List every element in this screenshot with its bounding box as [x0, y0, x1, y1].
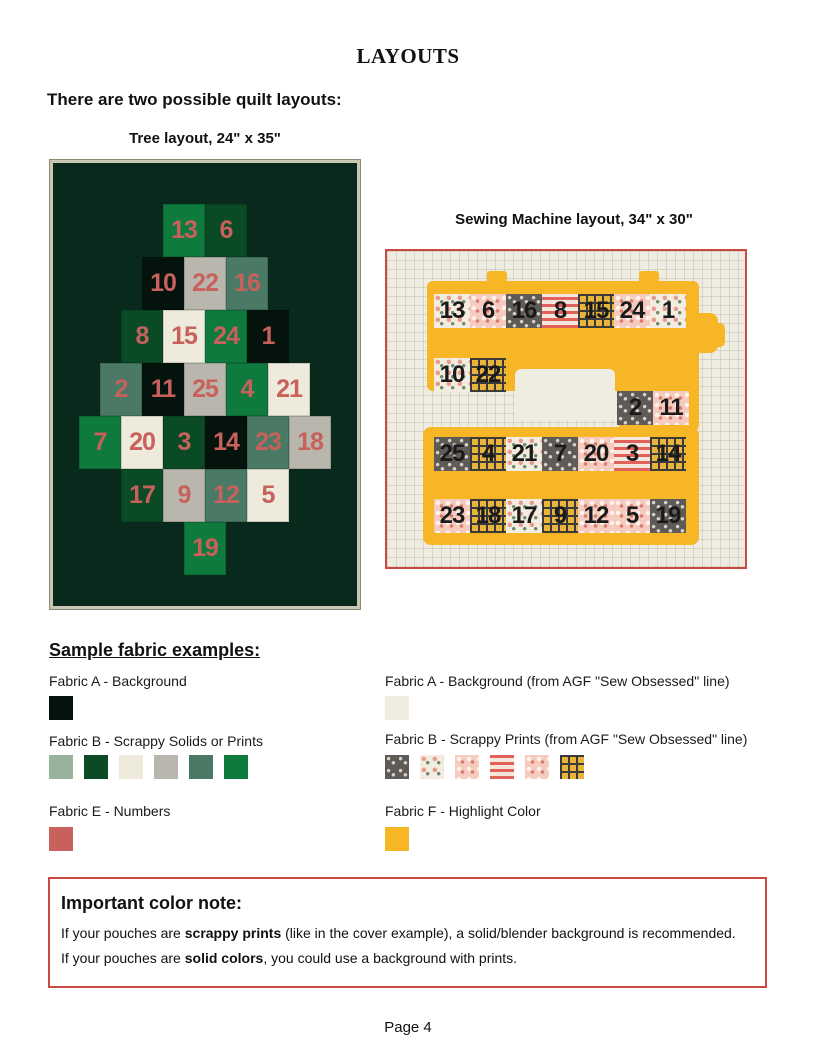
sewing-tile-20: 20 — [578, 437, 614, 471]
tree-tile-15: 15 — [163, 310, 205, 363]
sewing-machine-layout-quilt — [385, 249, 747, 569]
sewing-tile-12: 12 — [578, 499, 614, 533]
fabric-e-label: Fabric E - Numbers — [49, 803, 171, 819]
tree-tile-5: 5 — [247, 469, 289, 522]
tree-tile-2: 2 — [100, 363, 142, 416]
tree-tile-9: 9 — [163, 469, 205, 522]
sewing-tile-14: 14 — [650, 437, 686, 471]
tree-layout-quilt — [50, 160, 360, 609]
sewing-tile-15: 15 — [578, 294, 614, 328]
sewing-tile-25: 25 — [434, 437, 470, 471]
fabric-a-swatches-left — [49, 696, 349, 720]
sw-right-b-swatch-4 — [525, 755, 549, 779]
sewing-machine-layout-caption: Sewing Machine layout, 34" x 30" — [455, 211, 693, 228]
sw-left-b-swatch-5 — [224, 755, 248, 779]
tree-tile-12: 12 — [205, 469, 247, 522]
tree-tile-1: 1 — [247, 310, 289, 363]
tree-tile-23: 23 — [247, 416, 289, 469]
sw-right-b-swatch-2 — [455, 755, 479, 779]
sewing-tile-18: 18 — [470, 499, 506, 533]
tree-tile-11: 11 — [142, 363, 184, 416]
tree-tile-17: 17 — [121, 469, 163, 522]
sw-left-b-swatch-2 — [119, 755, 143, 779]
tree-tile-6: 6 — [205, 204, 247, 257]
sewing-tile-19: 19 — [650, 499, 686, 533]
fabric-b-swatches-left — [49, 755, 349, 779]
sw-left-a-swatch-0 — [49, 696, 73, 720]
tree-tile-21: 21 — [268, 363, 310, 416]
fabric-b-swatches-right — [385, 755, 685, 779]
sw-right-b-swatch-1 — [420, 755, 444, 779]
sw-right-b-swatch-5 — [560, 755, 584, 779]
note-line-1: If your pouches are scrappy prints (like in the cover example), a solid/blender background is recommended. — [61, 925, 736, 941]
machine-part-2 — [639, 271, 659, 287]
sw-left-e-swatch-0 — [49, 827, 73, 851]
sw-right-a-swatch-0 — [385, 696, 409, 720]
sw-right-b-swatch-3 — [490, 755, 514, 779]
sewing-tile-9: 9 — [542, 499, 578, 533]
tree-tile-25: 25 — [184, 363, 226, 416]
sewing-tile-23: 23 — [434, 499, 470, 533]
tree-tile-20: 20 — [121, 416, 163, 469]
fabric-a-label-right: Fabric A - Background (from AGF "Sew Obsessed" line) — [385, 673, 730, 689]
tree-layout-caption: Tree layout, 24" x 35" — [129, 130, 281, 147]
sewing-tile-2: 2 — [617, 391, 653, 425]
intro-text: There are two possible quilt layouts: — [47, 90, 342, 109]
fabric-f-swatches — [385, 827, 685, 851]
fabric-a-label-left: Fabric A - Background — [49, 673, 187, 689]
note-line-2: If your pouches are solid colors, you could use a background with prints. — [61, 950, 518, 966]
sw-left-b-swatch-3 — [154, 755, 178, 779]
fabric-b-label-right: Fabric B - Scrappy Prints (from AGF "Sew Obsessed" line) — [385, 731, 748, 747]
sewing-tile-11: 11 — [653, 391, 689, 425]
tree-tile-13: 13 — [163, 204, 205, 257]
sewing-tile-8: 8 — [542, 294, 578, 328]
machine-part-4 — [713, 323, 725, 347]
sewing-tile-1: 1 — [650, 294, 686, 328]
sw-left-b-swatch-1 — [84, 755, 108, 779]
tree-tile-7: 7 — [79, 416, 121, 469]
tree-tile-16: 16 — [226, 257, 268, 310]
fabric-a-swatches-right — [385, 696, 685, 720]
sewing-tile-13: 13 — [434, 294, 470, 328]
machine-part-8 — [647, 537, 671, 545]
tree-tile-22: 22 — [184, 257, 226, 310]
sewing-tile-21: 21 — [506, 437, 542, 471]
page-number: Page 4 — [384, 1019, 432, 1036]
sewing-tile-17: 17 — [506, 499, 542, 533]
tree-tile-4: 4 — [226, 363, 268, 416]
sw-right-f-swatch-0 — [385, 827, 409, 851]
machine-arm-gap — [515, 369, 615, 421]
sample-fabric-heading: Sample fabric examples: — [49, 640, 261, 660]
tree-tile-8: 8 — [121, 310, 163, 363]
important-color-note — [48, 877, 767, 988]
sw-left-b-swatch-4 — [189, 755, 213, 779]
sewing-tile-6: 6 — [470, 294, 506, 328]
machine-part-7 — [447, 537, 471, 545]
sewing-tile-22: 22 — [470, 358, 506, 392]
tree-tile-24: 24 — [205, 310, 247, 363]
machine-part-1 — [487, 271, 507, 287]
note-heading: Important color note: — [61, 893, 242, 913]
sewing-tile-7: 7 — [542, 437, 578, 471]
sewing-tile-16: 16 — [506, 294, 542, 328]
fabric-f-label: Fabric F - Highlight Color — [385, 803, 541, 819]
sw-left-b-swatch-0 — [49, 755, 73, 779]
sewing-tile-24: 24 — [614, 294, 650, 328]
fabric-e-swatches — [49, 827, 349, 851]
fabric-b-label-left: Fabric B - Scrappy Solids or Prints — [49, 733, 263, 749]
sw-right-b-swatch-0 — [385, 755, 409, 779]
sewing-tile-5: 5 — [614, 499, 650, 533]
sewing-tile-4: 4 — [470, 437, 506, 471]
tree-tile-19: 19 — [184, 522, 226, 575]
sewing-tile-10: 10 — [434, 358, 470, 392]
tree-tile-14: 14 — [205, 416, 247, 469]
sewing-tile-3: 3 — [614, 437, 650, 471]
page-title: LAYOUTS — [356, 44, 460, 68]
tree-tile-18: 18 — [289, 416, 331, 469]
tree-tile-3: 3 — [163, 416, 205, 469]
tree-tile-10: 10 — [142, 257, 184, 310]
